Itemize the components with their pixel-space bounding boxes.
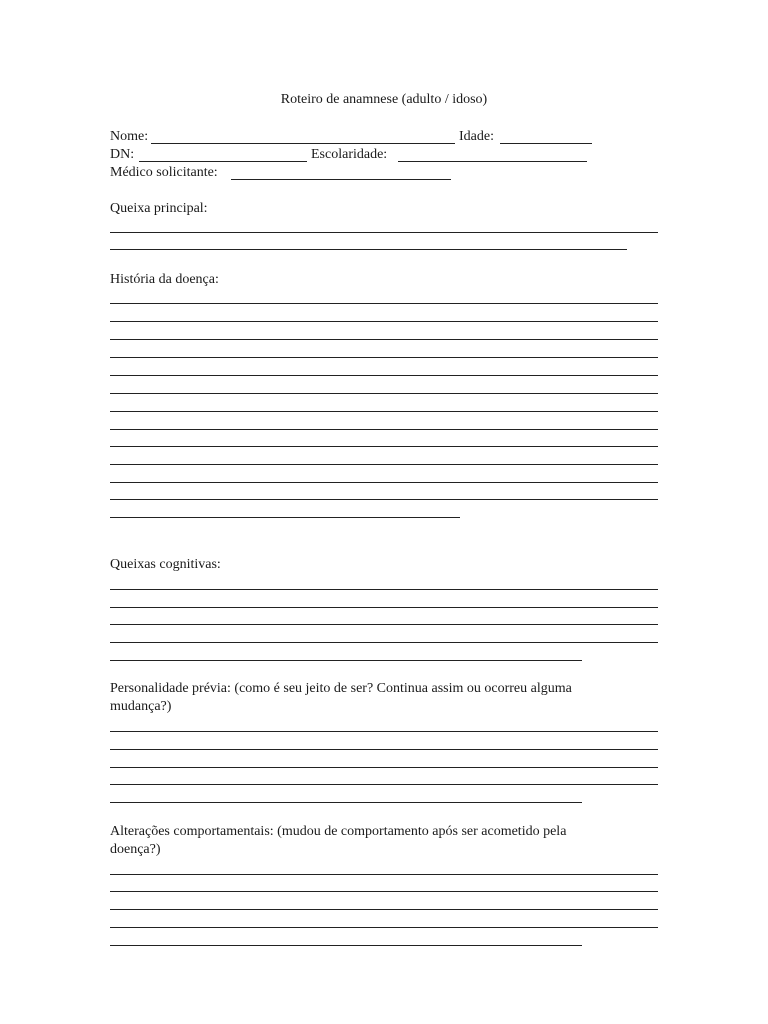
answer-line[interactable] (110, 464, 658, 465)
answer-line[interactable] (110, 357, 658, 358)
answer-line[interactable] (110, 927, 658, 928)
alteracoes-heading-line1: Alterações comportamentais: (mudou de comportamento após ser acometido pela (110, 824, 567, 839)
answer-line[interactable] (110, 482, 658, 483)
answer-line[interactable] (110, 393, 658, 394)
document-title: Roteiro de anamnese (adulto / idoso) (280, 92, 488, 107)
answer-line[interactable] (110, 660, 582, 661)
answer-line[interactable] (110, 321, 658, 322)
answer-line[interactable] (110, 731, 658, 732)
queixas-cognitivas-heading: Queixas cognitivas: (110, 557, 221, 572)
historia-heading: História da doença: (110, 272, 219, 287)
personalidade-heading-line2: mudança?) (110, 699, 172, 714)
answer-line[interactable] (110, 749, 658, 750)
answer-line[interactable] (110, 232, 658, 233)
answer-line[interactable] (110, 517, 460, 518)
answer-line[interactable] (110, 802, 582, 803)
answer-line[interactable] (110, 874, 658, 875)
answer-line[interactable] (110, 945, 582, 946)
answer-line[interactable] (110, 642, 658, 643)
answer-line[interactable] (110, 249, 627, 250)
queixa-principal-heading: Queixa principal: (110, 201, 208, 216)
answer-line[interactable] (110, 375, 658, 376)
dn-input-line[interactable] (139, 161, 307, 162)
answer-line[interactable] (110, 499, 658, 500)
answer-line[interactable] (110, 446, 658, 447)
answer-line[interactable] (110, 767, 658, 768)
answer-line[interactable] (110, 784, 658, 785)
answer-line[interactable] (110, 339, 658, 340)
answer-line[interactable] (110, 891, 658, 892)
alteracoes-heading-line2: doença?) (110, 842, 161, 857)
nome-label: Nome: (110, 129, 149, 144)
answer-line[interactable] (110, 589, 658, 590)
answer-line[interactable] (110, 909, 658, 910)
answer-line[interactable] (110, 607, 658, 608)
answer-line[interactable] (110, 624, 658, 625)
nome-input-line[interactable] (151, 143, 455, 144)
idade-label: Idade: (459, 129, 494, 144)
dn-label: DN: (110, 147, 135, 162)
escolaridade-label: Escolaridade: (311, 147, 388, 162)
medico-label: Médico solicitante: (110, 165, 218, 180)
medico-input-line[interactable] (231, 179, 451, 180)
idade-input-line[interactable] (500, 143, 592, 144)
answer-line[interactable] (110, 303, 658, 304)
answer-line[interactable] (110, 411, 658, 412)
escolaridade-input-line[interactable] (398, 161, 587, 162)
personalidade-heading-line1: Personalidade prévia: (como é seu jeito de ser? Continua assim ou ocorreu alguma (110, 681, 572, 696)
answer-line[interactable] (110, 429, 658, 430)
